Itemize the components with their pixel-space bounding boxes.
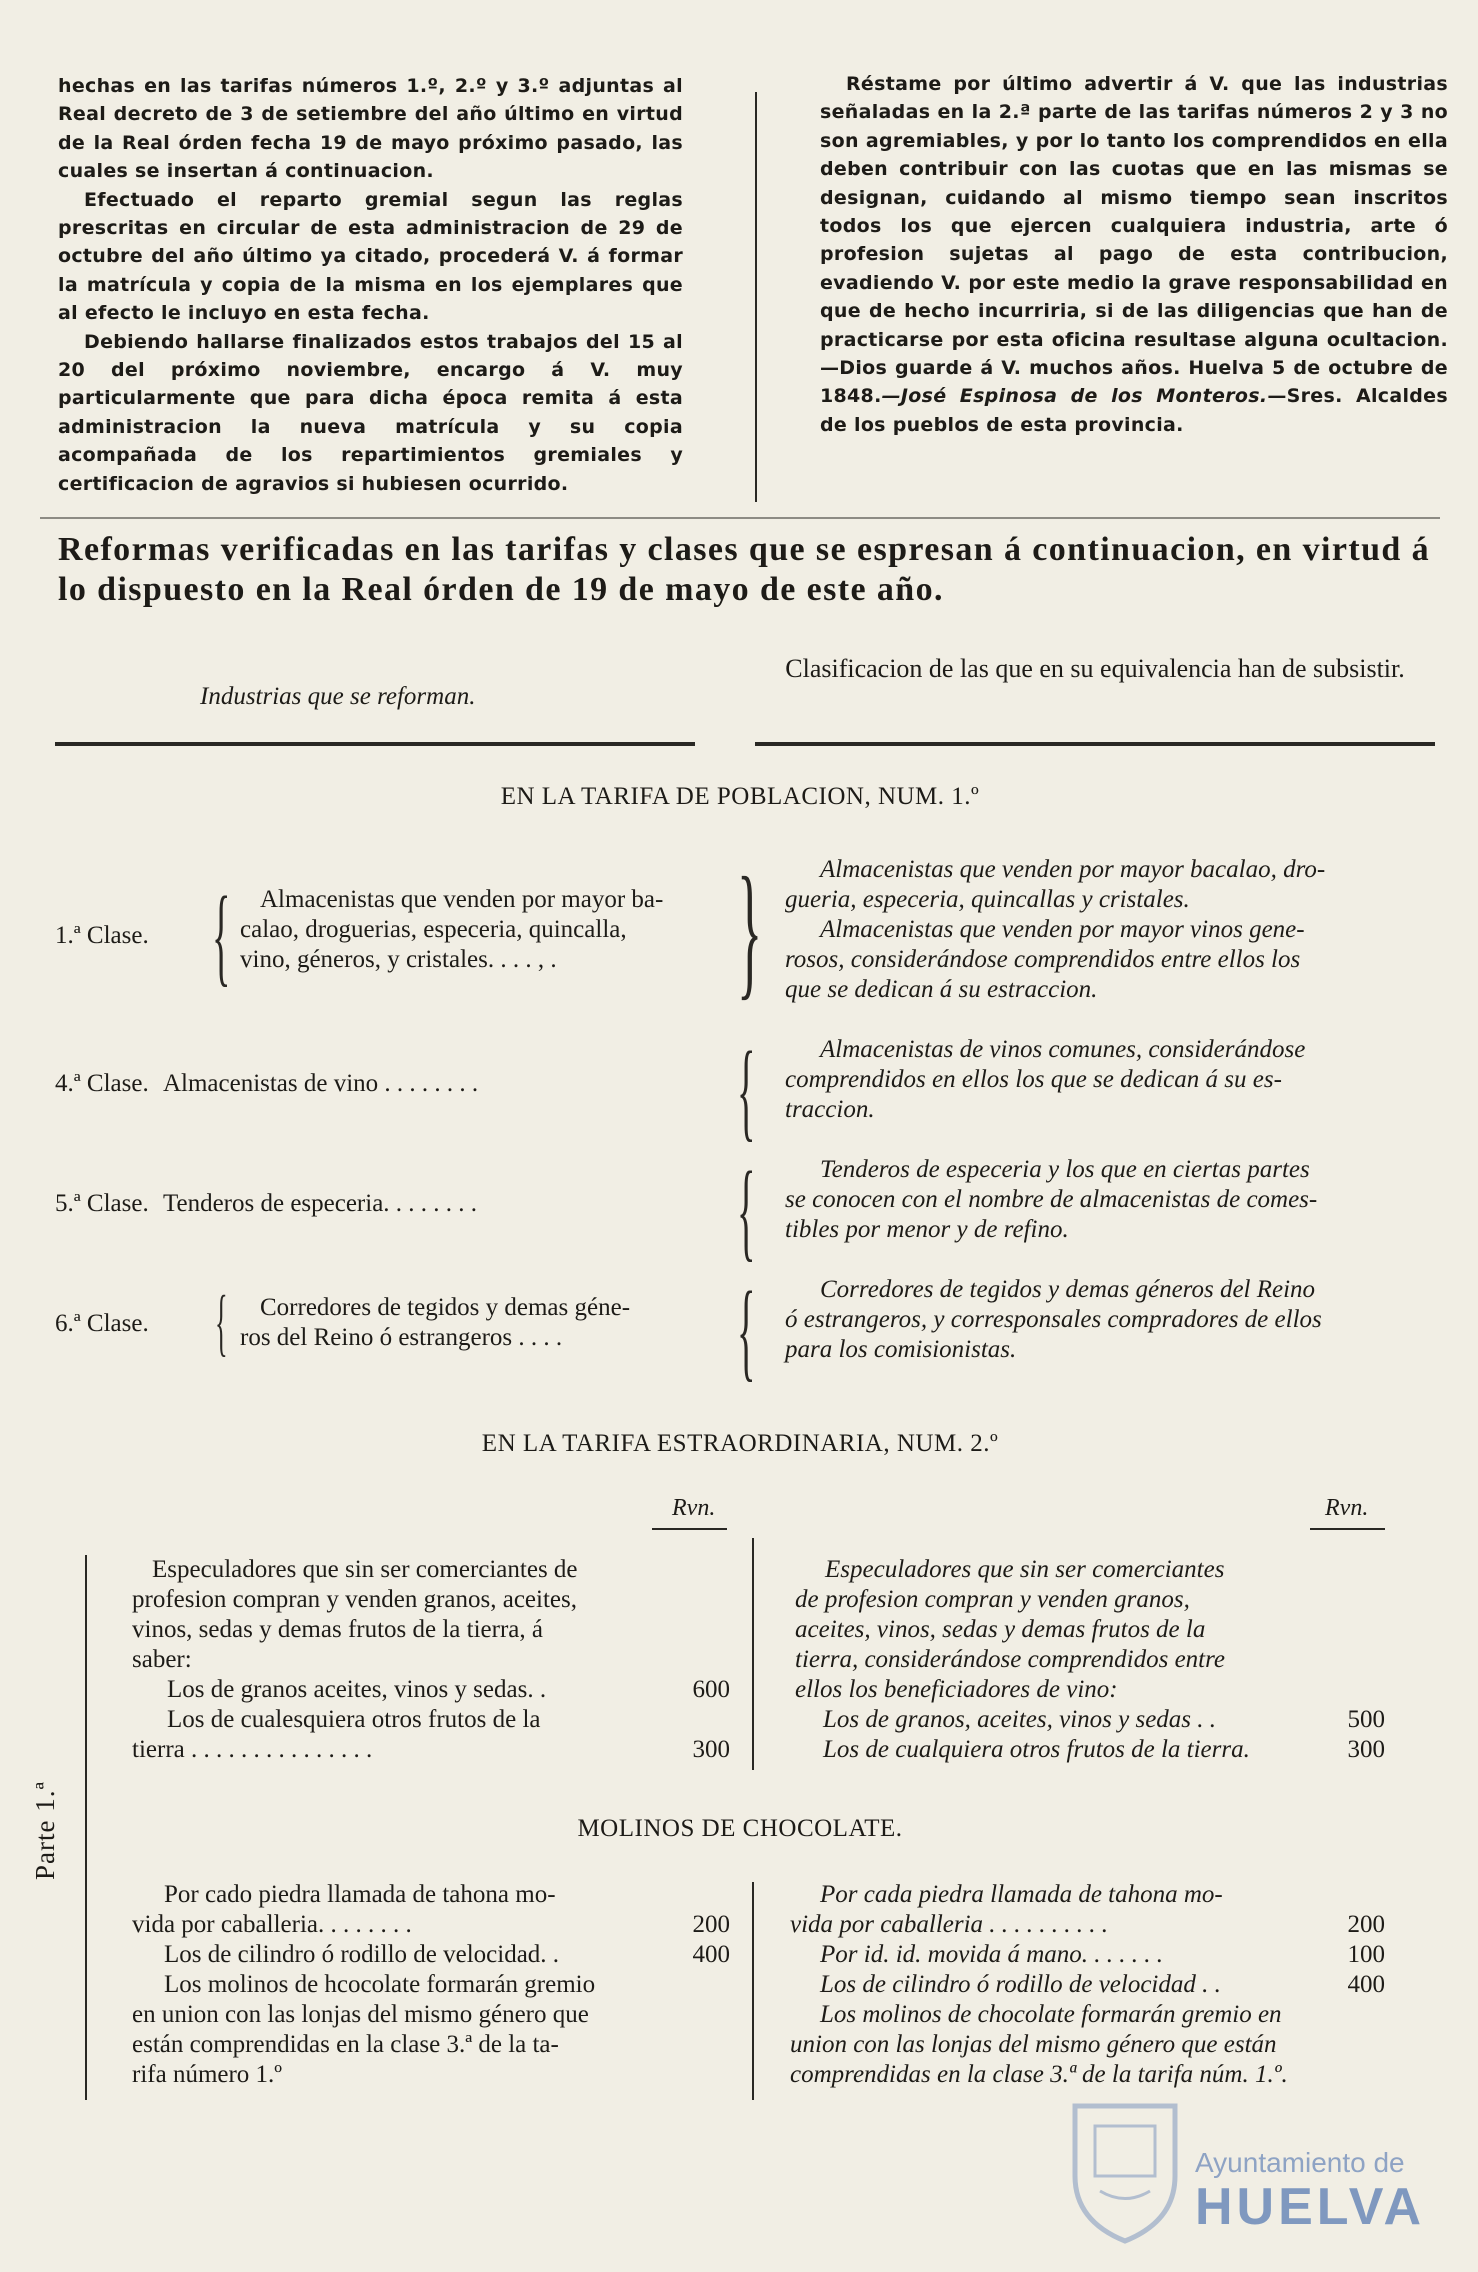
unit-label-left: Rvn. [672,1495,716,1521]
column-divider [752,1538,754,1770]
right-brace: { [737,1269,756,1391]
clase-label: 6.ª Clase. [55,1310,149,1337]
right-text-block: Tenderos de especeria y los que en ciertas partes se conocen con el nombre de almacenistas de comes- tibles por menor y de refino. [785,1156,1318,1243]
signature: —José Espinosa de los Monteros. [881,385,1268,408]
price-row: Los de cilindro ó rodillo de velocidad. . 400 [164,1941,730,1968]
row-description: Almacenistas de vino . . . . . . . . [162,1070,479,1097]
header-left: Industrias que se reforman. [200,683,476,710]
left-text-block: Almacenistas que venden por mayor ba- calao, droguerias, especeria, quincalla, vino, géneros, y cristales. . . . , . [240,886,664,973]
right-text-block: Almacenistas que venden por mayor bacalao, dro- gueria, especeria, quincallas y cristales. Almacenistas que venden por mayor vinos gene- rosos, considerándose comprendidos entre ellos los que se dedican á su estraccion. [785,856,1326,1003]
unit-label-right: Rvn. [1325,1495,1369,1521]
price-row: vida por caballeria . . . . . . . . . . 200 [790,1911,1385,1938]
header-right: Clasificacion de las que en su equivalencia han de subsistir. [785,654,1405,683]
watermark-line1: Ayuntamiento de [1195,2147,1405,2178]
addressee: —Sres. Alcaldes de los pueblos de esta provincia. [820,385,1448,436]
clase-label: 5.ª Clase. Tenderos de especeria. . . . . . . . [55,1190,478,1217]
column-divider [755,92,757,502]
left-brace: { [215,1281,228,1364]
right-brace: { [737,1029,756,1151]
price-row: Los de cualquiera otros frutos de la tierra. 300 [823,1736,1385,1763]
price-row: vida por caballeria. . . . . . . . 200 [132,1911,730,1938]
unit-rule-left [652,1528,727,1530]
right-text-block: Almacenistas de vinos comunes, considerándose comprendidos en ellos los que se dedican á su es- traccion. [785,1036,1306,1123]
right-text-block: Corredores de tegidos y demas géneros del Reino ó estrangeros, y corresponsales compradores de ellos para los comisionistas. [785,1276,1322,1363]
header-rule-right [755,742,1435,746]
unit-rule-right [1310,1528,1385,1530]
price-row: tierra . . . . . . . . . . . . . . . 300 [132,1736,730,1763]
molinos-left-block: Por cado piedra llamada de tahona mo- vida por caballeria. . . . . . . . 200 Los de cilindro ó rodillo de velocidad. . 400 Los molinos de hcocolate formarán gremio en union con las lonjas del mismo género que están comprendidas en la clase 3.ª de la ta- rifa número 1.º [132,1881,730,2088]
paragraph: hechas en las tarifas números 1.º, 2.º y 3.º adjuntas al Real decreto de 3 de setiembre del año último en virtud de la Real órden fecha 19 de mayo próximo pasado, las cuales se insertan á continuacion. [58,75,683,183]
paragraph: Debiendo hallarse finalizados estos trabajos del 15 al 20 del próximo noviembre, encargo á V. muy particularmente que para dicha época remita á esta administracion la nueva matrícula y su copia acompañada de los repartimientos gremiales y certificacion de agravios si hubiesen ocurrido. [58,330,683,495]
parte-label: Parte 1.ª [30,1781,60,1880]
molinos-title: MOLINOS DE CHOCOLATE. [577,1815,903,1842]
price-row: Los de granos, aceites, vinos y sedas . . 500 [823,1706,1385,1733]
right-brace: { [737,1149,756,1271]
column-divider [752,1882,754,2100]
tarifa2-left-block: Especuladores que sin ser comerciantes de profesion compran y venden granos, aceites, vinos, sedas y demas frutos de la tierra, á saber: Los de granos aceites, vinos y sedas. . 600 Los de cualesquiera otros frutos de la tierra . . . . . . . . . . . . . . . 300 [132,1556,730,1763]
price-row: Los de cilindro ó rodillo de velocidad . . 400 [820,1971,1385,1998]
top-right-column [820,70,1448,439]
price-row: Por id. id. movida á mano. . . . . . . 100 [820,1941,1385,1968]
molinos-right-block: Por cada piedra llamada de tahona mo- vida por caballeria . . . . . . . . . . 200 Por id. id. movida á mano. . . . . . . 100 Los de cilindro ó rodillo de velocidad . . 400 Los molinos de chocolate formarán gremio en union con las lonjas del mismo género que están comprendidas en la clase 3.ª de la tarifa núm. 1.º. [790,1881,1385,2088]
separator-line [40,517,1440,519]
left-brace: { [212,874,231,996]
clase-label: 4.ª Clase. Almacenistas de vino . . . . . . . . [55,1070,479,1097]
top-left-column [58,72,683,498]
clase-label: 1.ª Clase. [55,922,149,949]
header-rule-left [55,742,695,746]
price-row: Los de granos aceites, vinos y sedas. . 600 [167,1676,730,1703]
paragraph: Réstame por último advertir á V. que las industrias señaladas en la 2.ª parte de las tarifas números 2 y 3 no son agremiables, y por lo tanto los comprendidos en ella deben contribuir con las cuotas que en las mismas se designan, cuidando al mismo tiempo sean inscritos todos los que ejercen cualquiera industria, arte ó profesion sujetas al pago de esta contribucion, evadiendo V. por este medio la grave responsabilidad en que de hecho incurriria, si de las diligencias que han de practicarse por esta oficina resultase alguna ocultacion.—Dios guarde á V. muchos años. Huelva 5 de octubre de 1848. [820,73,1448,408]
parte-brace [85,1555,87,2100]
left-text-block: Corredores de tegidos y demas géne- ros del Reino ó estrangeros . . . . [240,1294,631,1351]
paragraph: Efectuado el reparto gremial segun las reglas prescritas en circular de esta administracion de 29 de octubre del año último ya citado, procederá V. á formar la matrícula y copia de la misma en los ejemplares que al efecto le incluyo en esta fecha. [58,188,683,325]
tarifa1-title: EN LA TARIFA DE POBLACION, NUM. 1.º [500,783,980,810]
tarifa2-right-block: Especuladores que sin ser comerciantes de profesion compran y venden granos, aceites, vinos, sedas y demas frutos de la tierra, considerándose comprendidos entre ellos los beneficiadores de vino: Los de granos, aceites, vinos y sedas . . 500 Los de cualquiera otros frutos de la tierra. 300 [795,1556,1385,1763]
watermark-line2: HUELVA [1195,2178,1426,2236]
row-description: Tenderos de especeria. . . . . . . . [162,1190,478,1217]
tarifa2-title: EN LA TARIFA ESTRAORDINARIA, NUM. 2.º [481,1430,999,1457]
right-brace: } [737,847,763,1013]
page-title: Reformas verificadas en las tarifas y clases que se espresan á continuacion, en virtud á lo dispuesto en la Real órden de 19 de mayo de este año. [58,531,1431,608]
